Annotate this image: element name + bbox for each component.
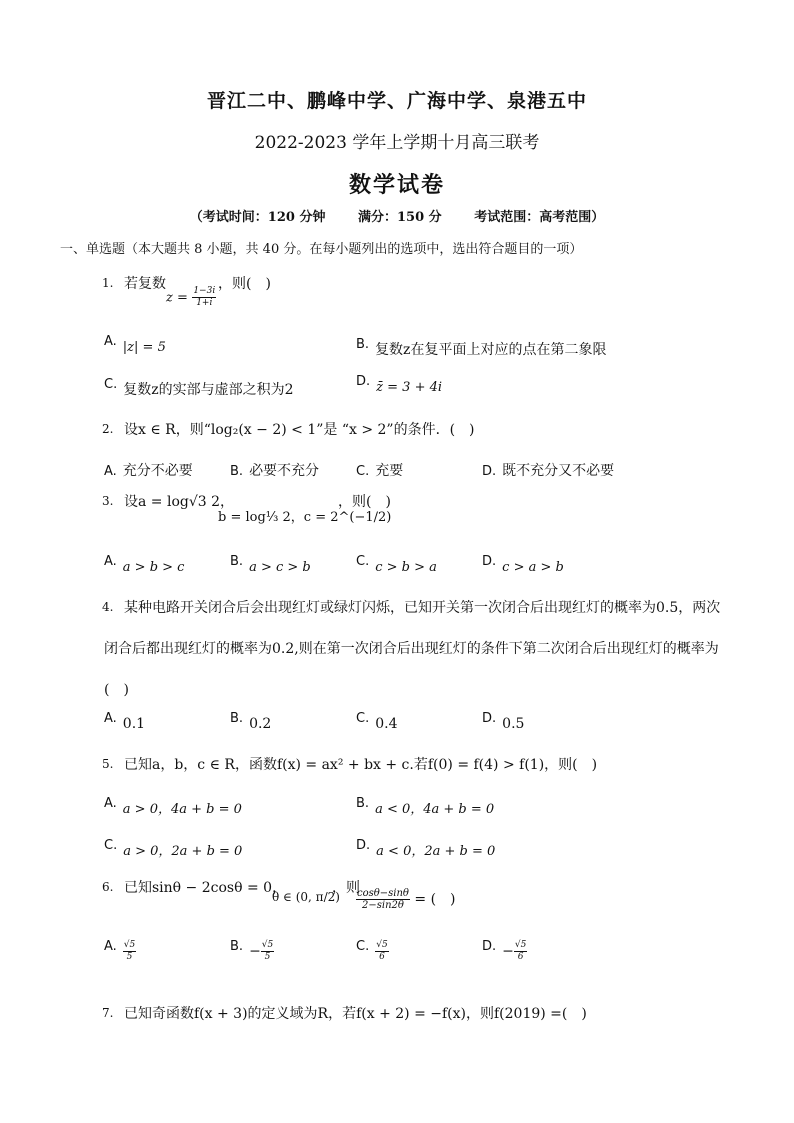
option-fraction <box>514 940 527 963</box>
question-number: 6. <box>102 880 114 894</box>
question-2-text: 设x ∈ R，则“log₂(x − 2) < 1”是 “x > 2”的条件．( ) <box>124 422 475 438</box>
option-text: a > 0，4a + b = 0 <box>122 802 242 817</box>
q6-option-b <box>230 940 274 963</box>
question-number: 2. <box>102 422 114 436</box>
option-text: 复数z在复平面上对应的点在第二象限 <box>375 342 607 358</box>
frac-den: 6 <box>375 951 388 963</box>
q1-fraction <box>192 286 216 309</box>
question-1-formula <box>166 286 216 309</box>
q6-tail: = ( ) <box>414 891 456 908</box>
q1-tail: ，则( ) <box>218 276 271 292</box>
option-label: D. <box>356 838 371 853</box>
q2-option-c <box>356 460 403 480</box>
option-text: 充要 <box>375 463 404 479</box>
question-7-text: 已知奇函数f(x + 3)的定义域为R，若f(x + 2) = −f(x)，则f(2019) =( ) <box>124 1006 587 1022</box>
q4-option-b <box>230 711 272 732</box>
option-label: D. <box>482 554 497 569</box>
q6-option-d <box>482 940 527 963</box>
option-label: B. <box>230 464 244 479</box>
option-text: a > b > c <box>122 560 185 575</box>
q3-option-a <box>104 554 185 575</box>
q1-option-c <box>104 379 294 399</box>
question-number: 3. <box>102 494 114 508</box>
exam-scope: 考试范围：高考范围） <box>474 210 605 225</box>
option-text: a < 0，2a + b = 0 <box>376 844 496 859</box>
frac-den: 6 <box>514 951 527 963</box>
q1-frac-den: 1+i <box>196 298 213 308</box>
q6-fraction <box>356 888 410 911</box>
q3-option-d <box>482 554 564 575</box>
subject-title: 数学试卷 <box>348 172 445 198</box>
question-number: 5. <box>102 757 114 771</box>
frac-num: √5 <box>123 940 136 950</box>
option-label: A. <box>104 334 117 349</box>
school-names: 晋江二中、鹏峰中学、广海中学、泉港五中 <box>206 90 587 112</box>
exam-info <box>0 206 794 225</box>
q2-option-b <box>230 460 319 480</box>
q1-frac-num: 1−3i <box>193 286 216 296</box>
option-label: A. <box>104 711 117 726</box>
q2-option-d <box>482 460 614 480</box>
question-4-line3: ( ) <box>104 682 129 698</box>
q3-option-b <box>230 554 311 575</box>
section-heading: 一、单选题（本大题共 8 小题，共 40 分。在每小题列出的选项中，选出符合题目的一项） <box>60 242 583 257</box>
q5-option-b <box>356 798 494 817</box>
q1-option-a <box>104 334 166 355</box>
option-label: B. <box>356 796 370 811</box>
option-label: C. <box>104 838 118 853</box>
option-text: 必要不充分 <box>249 463 320 479</box>
q4-option-d <box>482 711 525 732</box>
question-4-line2: 闭合后都出现红灯的概率为0.2,则在第一次闭合后出现红灯的条件下第二次闭合后出现红灯的概率为 <box>104 641 719 657</box>
option-label: C. <box>356 711 370 726</box>
option-text: 0.2 <box>249 716 272 732</box>
q5-option-d <box>356 840 495 859</box>
option-label: A. <box>104 796 117 811</box>
exam-time: （考试时间：120 分钟 <box>189 210 326 225</box>
q6-option-a <box>104 940 136 963</box>
frac-num: √5 <box>514 940 527 950</box>
option-fraction <box>375 940 388 963</box>
q6-frac-den: 2−sin2θ <box>362 900 404 911</box>
q3-option-c <box>356 554 437 575</box>
option-text: a > 0，2a + b = 0 <box>123 844 243 859</box>
q1-option-b <box>356 339 606 359</box>
option-fraction <box>123 940 136 963</box>
q6-formula <box>356 888 456 911</box>
q6-option-c <box>356 940 389 963</box>
q6-frac-num: cosθ−sinθ <box>357 888 409 899</box>
q3-tail: ，则( ) <box>338 494 391 510</box>
question-number: 1. <box>102 276 114 290</box>
frac-den: 5 <box>123 951 136 963</box>
option-label: A. <box>104 938 117 954</box>
option-text: 0.4 <box>375 716 398 732</box>
option-text: a < 0，4a + b = 0 <box>375 802 495 817</box>
option-label: B. <box>230 938 244 954</box>
q1-z: z = <box>166 290 188 306</box>
frac-den: 5 <box>261 951 274 963</box>
option-label: D. <box>482 711 497 726</box>
option-label: C. <box>356 464 370 479</box>
option-label: A. <box>104 554 117 569</box>
option-label: C. <box>104 377 118 392</box>
question-number: 4. <box>102 600 114 614</box>
q5-option-a <box>104 798 242 817</box>
option-text: a > c > b <box>249 560 311 575</box>
option-label: C. <box>356 938 370 954</box>
question-1-text <box>124 273 166 293</box>
frac-num: √5 <box>261 940 274 950</box>
q1-prefix: 若复数 <box>124 276 166 292</box>
option-text: 充分不必要 <box>122 463 193 479</box>
q6-then: ，则 <box>332 880 360 896</box>
option-fraction <box>261 940 274 963</box>
option-label: C. <box>356 554 370 569</box>
option-text: 既不充分又不必要 <box>502 463 615 479</box>
q1-option-d <box>356 374 443 395</box>
question-3-text: 设a = log√3 2， <box>124 494 235 510</box>
option-label: A. <box>104 464 117 479</box>
frac-num: √5 <box>376 940 388 950</box>
minus-sign: − <box>249 943 261 960</box>
option-text: |z| = 5 <box>122 340 166 355</box>
question-3-text2: b = log⅓ 2，c = 2^(−1/2) <box>218 510 392 525</box>
option-label: D. <box>356 374 371 389</box>
question-number: 7. <box>102 1006 114 1020</box>
question-5-text: 已知a，b，c ∈ R，函数f(x) = ax² + bx + c.若f(0) = f(4) > f(1)，则( ) <box>124 757 598 773</box>
minus-sign: − <box>502 943 514 960</box>
question-4-line1: 某种电路开关闭合后会出现红灯或绿灯闪烁，已知开关第一次闭合后出现红灯的概率为0.5，两次 <box>124 600 721 616</box>
option-label: B. <box>356 337 370 352</box>
exam-title: 2022-2023 学年上学期十月高三联考 <box>254 133 540 153</box>
option-text: 0.1 <box>122 716 146 732</box>
option-text: c > a > b <box>502 560 564 575</box>
option-text: 复数z的实部与虚部之积为2 <box>123 382 294 398</box>
question-6-text: 已知sinθ − 2cosθ = 0， <box>124 880 287 896</box>
q4-option-a <box>104 711 146 732</box>
option-text: c > b > a <box>375 560 437 575</box>
option-text: 0.5 <box>502 716 525 732</box>
option-label: D. <box>482 938 497 954</box>
question-6-range: θ ∈ (0, π/2) <box>272 890 340 904</box>
option-text: z̄ = 3 + 4i <box>376 380 443 395</box>
q2-option-a <box>104 460 193 480</box>
option-label: B. <box>230 711 244 726</box>
q4-option-c <box>356 711 398 732</box>
option-label: B. <box>230 554 244 569</box>
q5-option-c <box>104 840 242 859</box>
option-label: D. <box>482 464 497 479</box>
exam-score: 满分：150 分 <box>357 210 442 225</box>
